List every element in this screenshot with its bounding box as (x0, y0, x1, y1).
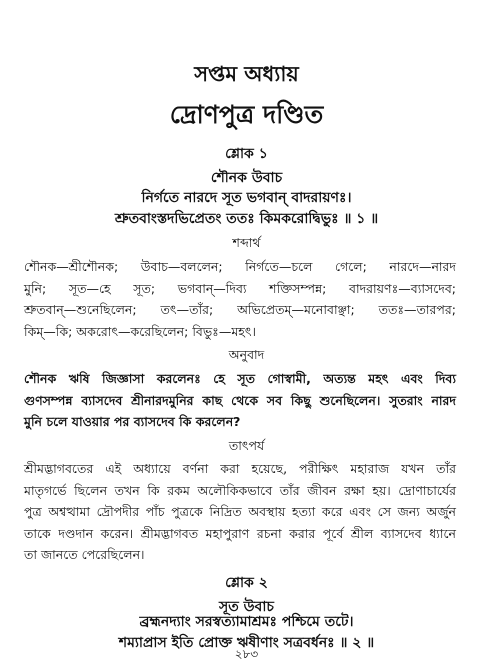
verse-line: শ্রুতবাংস্তদভিপ্রেতং ততঃ কিমকরোদ্বিভুঃ ॥ ১ ॥ (114, 211, 379, 227)
purport-label: তাৎপর্য (228, 438, 265, 453)
purport-line: তা জানতে পেরেছিলেন। (24, 547, 145, 562)
translation-line: গুণসম্পন্ন ব্যাসদেব শ্রীনারদমুনির কাছ থেকে সব কিছু শুনেছিলেন। সুতরাং নারদ (24, 392, 456, 408)
synonyms-line: শ্রুতবান্—শুনেছিলেন; তৎ—তাঁর; অভিপ্রেতম্—মনোবাঞ্ছা; ততঃ—তারপর; (24, 302, 456, 317)
verse-speaker-1: শৌনক উবাচ (210, 170, 283, 186)
synonyms-line: কিম্—কি; অকরোৎ—করেছিলেন; বিভুঃ—মহৎ। (24, 323, 256, 339)
synonyms-line: শৌনক—শ্রীশৌনক; উবাচ—বললেন; নির্গতে—চলে গেলে; নারদে—নারদ (24, 259, 456, 274)
synonyms-label: শব্দার্থ (232, 235, 261, 250)
purport-line: শ্রীমদ্ভাগবতের এই অধ্যায়ে বর্ণনা করা হয়েছে, পরীক্ষিৎ মহারাজ যখন তাঁর (24, 461, 456, 476)
verse-number-1: শ্লোক ১ (225, 146, 268, 162)
translation-text (24, 368, 456, 433)
sanskrit-verse-1 (0, 188, 493, 230)
page-number: ২৮৩ (234, 647, 259, 661)
purport-line: তাকে দণ্ডদান করেন। শ্রীমদ্ভাগবত মহাপুরাণ রচনা করার পূর্বে শ্রীল ব্যাসদেব ধ্যানে (24, 525, 456, 541)
purport-text (24, 458, 456, 566)
translation-line: শৌনক ঋষি জিজ্ঞাসা করলেনঃ হে সূত গোস্বামী, অত্যন্ত মহৎ এবং দিব্য (24, 371, 456, 386)
chapter-heading: সপ্তম অধ্যায় (194, 62, 299, 86)
verse-speaker-2: সূত উবাচ (219, 599, 274, 615)
verse-number-2: শ্লোক ২ (225, 575, 268, 591)
synonyms-line: মুনি; সূত—হে সূত; ভগবান্—দিব্য শক্তিসম্পন্ন; বাদরায়ণঃ—ব্যাসদেব; (24, 280, 456, 296)
chapter-title: দ্রোণপুত্র দণ্ডিত (169, 100, 324, 129)
verse-line: শম্যাপ্রাস ইতি প্রোক্ত ঋষীণাং সত্রবর্ধনঃ ॥ ২ ॥ (118, 635, 375, 651)
purport-line: পুত্র অশ্বত্থামা দ্রৌপদীর পাঁচ পুত্রকে নিদ্রিত অবস্থায় হত্যা করে এবং সে জন্য অর্জুন (24, 504, 456, 519)
verse-line: ব্রহ্মনদ্যাং সরস্বত্যামাশ্রমঃ পশ্চিমে তটে। (139, 614, 354, 630)
verse-line: নির্গতে নারদে সূত ভগবান্ বাদরায়ণঃ। (141, 190, 352, 206)
translation-label: অনুবাদ (228, 347, 265, 362)
purport-line: মাতৃগর্ভে ছিলেন তখন কি রকম অলৌকিকভাবে তাঁর জীবন রক্ষা হয়। দ্রোণাচার্যের (24, 482, 456, 498)
synonyms-text (24, 256, 456, 342)
translation-line: মুনি চলে যাওয়ার পর ব্যাসদেব কি করলেন? (24, 414, 241, 429)
